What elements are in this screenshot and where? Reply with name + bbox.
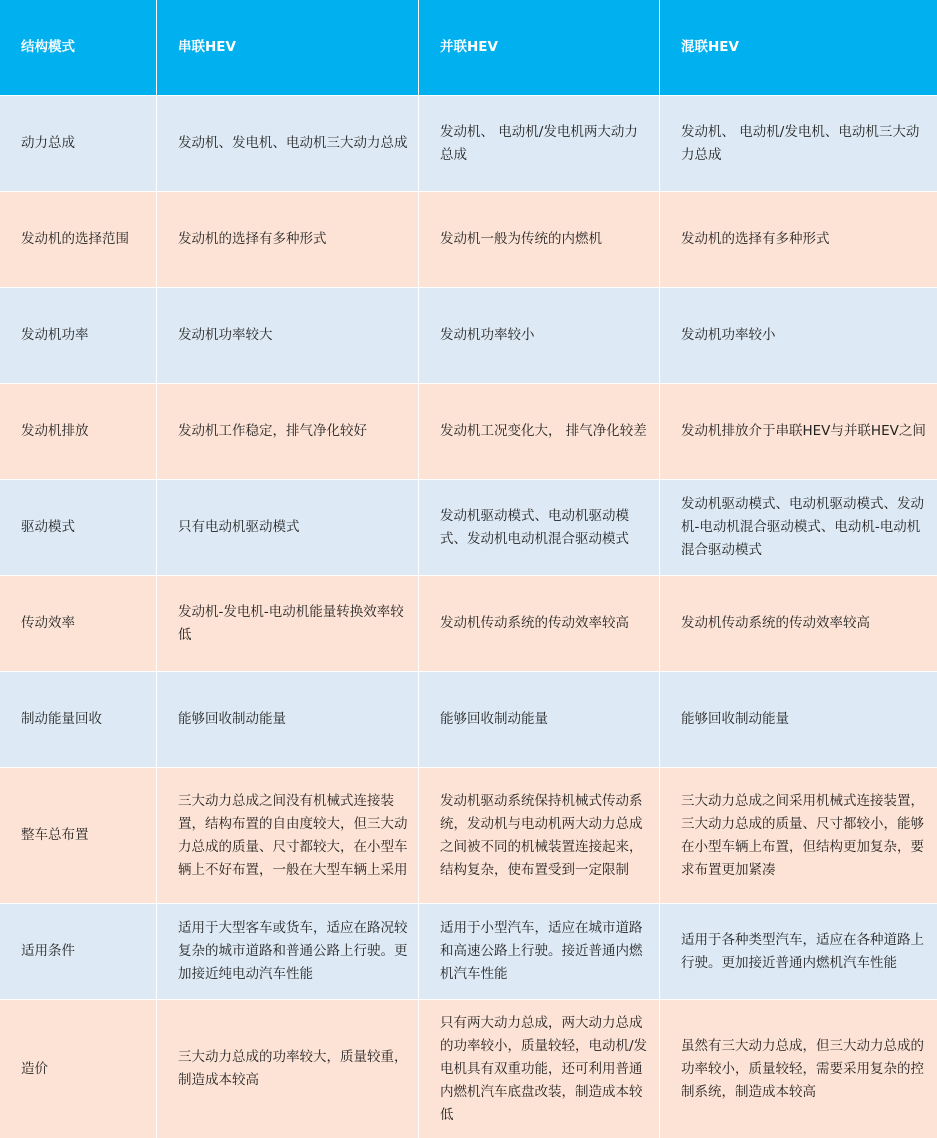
parallel-cell: 发动机、 电动机/发电机两大动力总成 <box>419 96 659 191</box>
row-label: 发动机功率 <box>0 288 156 383</box>
series-cell: 发动机-发电机-电动机能量转换效率较低 <box>157 576 418 671</box>
parallel-cell: 发动机一般为传统的内燃机 <box>419 192 659 287</box>
parallel-cell: 能够回收制动能量 <box>419 672 659 767</box>
hybrid-cell: 虽然有三大动力总成，但三大动力总成的功率较小，质量较轻，需要采用复杂的控制系统，制造成本较高 <box>660 1000 937 1138</box>
series-cell: 三大动力总成的功率较大，质量较重，制造成本较高 <box>157 1000 418 1138</box>
hybrid-cell: 发动机、 电动机/发电机、电动机三大动力总成 <box>660 96 937 191</box>
hybrid-cell: 适用于各种类型汽车，适应在各种道路上行驶。更加接近普通内燃机汽车性能 <box>660 904 937 999</box>
parallel-cell: 发动机传动系统的传动效率较高 <box>419 576 659 671</box>
row-label: 发动机的选择范围 <box>0 192 156 287</box>
hybrid-cell: 能够回收制动能量 <box>660 672 937 767</box>
header-cell-hybrid-hev: 混联HEV <box>660 0 937 95</box>
parallel-cell: 发动机驱动系统保持机械式传动系统，发动机与电动机两大动力总成之间被不同的机械装置连接起来，结构复杂，使布置受到一定限制 <box>419 768 659 903</box>
parallel-cell: 发动机功率较小 <box>419 288 659 383</box>
series-cell: 只有电动机驱动模式 <box>157 480 418 575</box>
parallel-cell: 发动机驱动模式、电动机驱动模式、发动机电动机混合驱动模式 <box>419 480 659 575</box>
row-label: 制动能量回收 <box>0 672 156 767</box>
hybrid-cell: 发动机排放介于串联HEV与并联HEV之间 <box>660 384 937 479</box>
header-cell-parallel-hev: 并联HEV <box>419 0 659 95</box>
row-label: 传动效率 <box>0 576 156 671</box>
row-label: 动力总成 <box>0 96 156 191</box>
series-cell: 发动机、发电机、电动机三大动力总成 <box>157 96 418 191</box>
series-cell: 发动机的选择有多种形式 <box>157 192 418 287</box>
parallel-cell: 只有两大动力总成，两大动力总成的功率较小，质量较轻，电动机/发电机具有双重功能，还可利用普通内燃机汽车底盘改装，制造成本较低 <box>419 1000 659 1138</box>
row-label: 适用条件 <box>0 904 156 999</box>
series-cell: 发动机工作稳定，排气净化较好 <box>157 384 418 479</box>
parallel-cell: 适用于小型汽车，适应在城市道路和高速公路上行驶。接近普通内燃机汽车性能 <box>419 904 659 999</box>
row-label: 驱动模式 <box>0 480 156 575</box>
series-cell: 三大动力总成之间没有机械式连接装置，结构布置的自由度较大，但三大动力总成的质量、尺寸都较大，在小型车辆上不好布置，一般在大型车辆上采用 <box>157 768 418 903</box>
hybrid-cell: 发动机的选择有多种形式 <box>660 192 937 287</box>
series-cell: 发动机功率较大 <box>157 288 418 383</box>
parallel-cell: 发动机工况变化大， 排气净化较差 <box>419 384 659 479</box>
series-cell: 适用于大型客车或货车，适应在路况较复杂的城市道路和普通公路上行驶。更加接近纯电动汽车性能 <box>157 904 418 999</box>
hybrid-cell: 发动机驱动模式、电动机驱动模式、发动机-电动机混合驱动模式、电动机-电动机混合驱动模式 <box>660 480 937 575</box>
hybrid-cell: 三大动力总成之间采用机械式连接装置，三大动力总成的质量、尺寸都较小，能够在小型车辆上布置，但结构更加复杂，要求布置更加紧凑 <box>660 768 937 903</box>
header-cell-series-hev: 串联HEV <box>157 0 418 95</box>
row-label: 整车总布置 <box>0 768 156 903</box>
hybrid-cell: 发动机传动系统的传动效率较高 <box>660 576 937 671</box>
header-cell-structure-mode: 结构模式 <box>0 0 156 95</box>
row-label: 造价 <box>0 1000 156 1138</box>
row-label: 发动机排放 <box>0 384 156 479</box>
series-cell: 能够回收制动能量 <box>157 672 418 767</box>
hybrid-cell: 发动机功率较小 <box>660 288 937 383</box>
